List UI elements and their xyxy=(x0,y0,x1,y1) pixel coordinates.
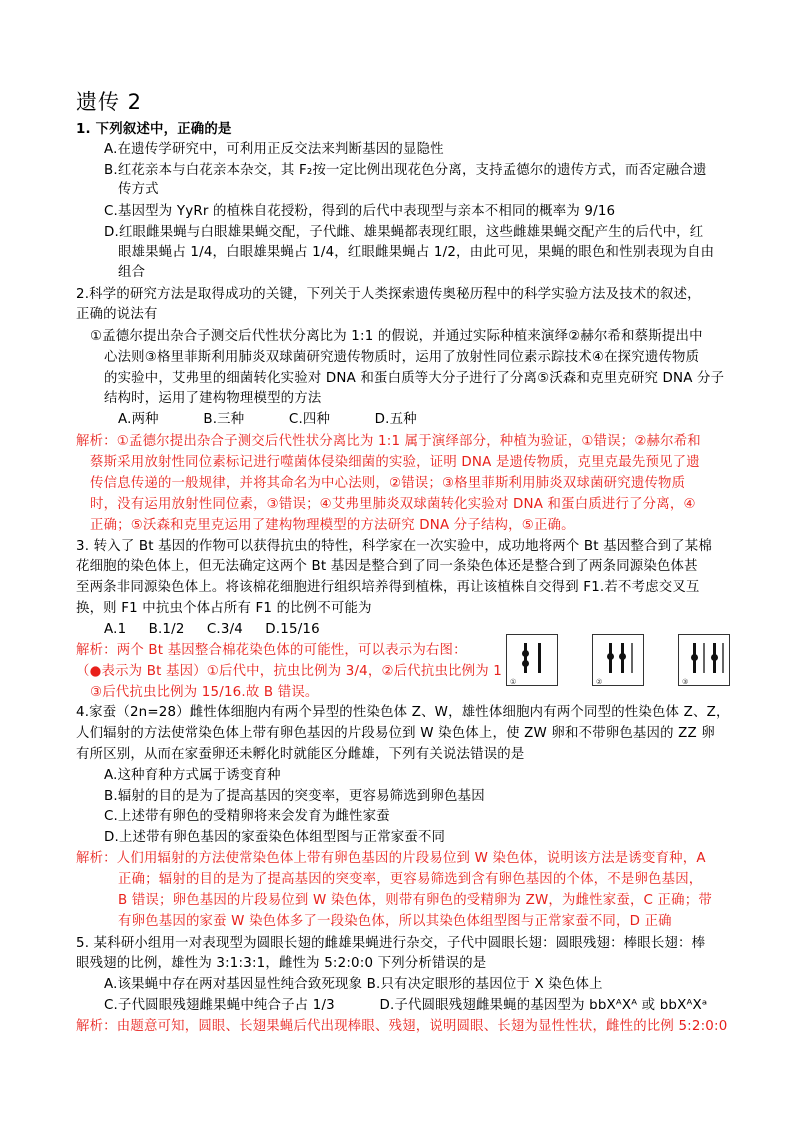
question-1-stem: 1. 下列叙述中，正确的是 xyxy=(76,122,232,137)
question-5-stem-cont: 眼残翅的比例，雄性为 3:1:3:1，雌性为 5:2:0:0 下列分析错误的是 xyxy=(76,956,487,971)
question-4-stem-cont1: 人们辐射的方法使常染色体上带有卵色基因的片段易位到 W 染色体上，使 ZW 卵和不带卵色基因的 ZZ 卵 xyxy=(76,726,715,741)
question-3-stem: 3. 转入了 Bt 基因的作物可以获得抗虫的特性，科学家在一次实验中，成功地将两个 Bt 基因整合到了某棉 xyxy=(76,539,712,554)
question-3-analysis-cont1: （●表示为 Bt 基因）①后代中，抗虫比例为 3/4，②后代抗虫比例为 1 xyxy=(76,664,502,679)
chromosome-bar xyxy=(631,643,633,673)
bt-gene-dot xyxy=(607,653,614,660)
chromosome-bar xyxy=(722,643,724,673)
chromosome-bar xyxy=(524,643,527,673)
question-1-option-d: D.红眼雌果蝇与白眼雄果蝇交配，子代雌、雄果蝇都表现红眼，这些雌雄果蝇交配产生的后代中，红 xyxy=(104,225,704,240)
chromosome-bar xyxy=(703,643,705,673)
question-1-option-b: B.红花亲本与白花亲本杂交，其 F₂按一定比例出现花色分离，支持孟德尔的遗传方式，而否定融合遗 xyxy=(104,163,707,178)
question-2-analysis-cont3: 时，没有运用放射性同位素，③错误；④艾弗里肺炎双球菌转化实验对 DNA 和蛋白质进行了分离，④ xyxy=(90,497,696,512)
chromosome-bar xyxy=(538,643,541,673)
figure-label-3: ③ xyxy=(682,678,689,686)
chromosome-figure-2 xyxy=(592,634,644,686)
question-4-analysis: 解析：人们用辐射的方法使常染色体上带有卵色基因的片段易位到 W 染色体，说明该方法是诱变育种，A xyxy=(76,851,706,866)
question-3-options: A.1 B.1/2 C.3/4 D.15/16 xyxy=(104,622,320,637)
chromosome-figure-1 xyxy=(506,634,558,686)
question-4-stem-cont2: 有所区别，从而在家蚕卵还未孵化时就能区分雌雄，下列有关说法错误的是 xyxy=(76,747,525,762)
question-4-option-b: B.辐射的目的是为了提高基因的突变率，更容易筛选到卵色基因 xyxy=(104,789,485,804)
question-4-option-a: A.这种育种方式属于诱变育种 xyxy=(104,768,281,783)
question-1-option-b-cont: 传方式 xyxy=(118,182,159,197)
question-2-statements-cont3: 结构时，运用了建构物理模型的方法 xyxy=(104,391,322,406)
question-1-option-a: A.在遗传学研究中，可利用正反交法来判断基因的显隐性 xyxy=(104,142,444,157)
question-1-option-d-cont2: 组合 xyxy=(118,265,146,280)
bt-gene-dot xyxy=(691,654,698,661)
question-4-option-d: D.上述带有卵色基因的家蚕染色体组型图与正常家蚕不同 xyxy=(104,830,446,845)
question-2-analysis: 解析：①孟德尔提出杂合子测交后代性状分离比为 1:1 属于演绎部分，种植为验证，①错误；②赫尔希和 xyxy=(76,434,701,449)
question-2-statements: ①孟德尔提出杂合子测交后代性状分离比为 1:1 的假说，并通过实际种植来演绎②赫尔希和蔡斯提出中 xyxy=(90,329,703,344)
question-5-options-ab: A.该果蝇中存在两对基因显性纯合致死现象 B.只有决定眼形的基因位于 X 染色体上 xyxy=(104,977,603,992)
page-title: 遗传 2 xyxy=(76,90,143,114)
figure-label-1: ① xyxy=(510,678,517,686)
question-4-stem: 4.家蚕（2n=28）雌性体细胞内有两个异型的性染色体 Z、W，雄性体细胞内有两个同型的性染色体 Z、Z， xyxy=(76,705,730,720)
question-4-analysis-cont3: 有卵色基因的家蚕 W 染色体多了一段染色体，所以其染色体组型图与正常家蚕不同，D 正确 xyxy=(118,914,672,929)
question-2-analysis-cont4: 正确；⑤沃森和克里克运用了建构物理模型的方法研究 DNA 分子结构，⑤正确。 xyxy=(90,518,575,533)
bt-gene-dot xyxy=(522,650,529,657)
question-4-analysis-cont1: 正确；辐射的目的是为了提高基因的突变率，更容易筛选到含有卵色基因的个体，不是卵色基因， xyxy=(118,872,703,887)
chromosome-figures xyxy=(506,634,731,688)
question-1-option-d-cont: 眼雄果蝇占 1/4，白眼雄果蝇占 1/4，红眼雌果蝇占 1/2，由此可见，果蝇的眼色和性别表现为自由 xyxy=(118,245,715,260)
question-4-analysis-cont2: B 错误；卵色基因的片段易位到 W 染色体，则带有卵色的受精卵为 ZW，为雌性家蚕，C 正确；带 xyxy=(118,893,712,908)
figure-label-2: ② xyxy=(596,678,603,686)
bt-gene-dot xyxy=(522,660,529,667)
bt-gene-dot xyxy=(711,654,718,661)
question-2-stem: 2.科学的研究方法是取得成功的关键，下列关于人类探索遗传奥秘历程中的科学实验方法及技术的叙述， xyxy=(76,287,701,302)
question-2-statements-cont2: 的实验中，艾弗里的细菌转化实验对 DNA 和蛋白质等大分子进行了分离⑤沃森和克里克研究 DNA 分子 xyxy=(104,371,725,386)
question-2-statements-cont1: 心法则③格里菲斯利用肺炎双球菌研究遗传物质时，运用了放射性同位素示踪技术④在探究遗传物质 xyxy=(104,350,700,365)
bt-gene-dot xyxy=(619,653,626,660)
question-3-stem-cont1: 花细胞的染色体上，但无法确定这两个 Bt 基因是整合到了同一条染色体还是整合到了两条同源染色体甚 xyxy=(76,559,698,574)
question-5-options-cd: C.子代圆眼残翅雌果蝇中纯合子占 1/3 D.子代圆眼残翅雌果蝇的基因型为 bbXᴬXᴬ 或 bbXᴬXᵃ xyxy=(104,998,708,1013)
chromosome-figure-3 xyxy=(678,634,730,686)
question-3-stem-cont2: 至两条非同源染色体上。将该棉花细胞进行组织培养得到植株，再让该植株自交得到 F1.若不考虑交叉互 xyxy=(76,580,700,595)
question-3-analysis: 解析：两个 Bt 基因整合棉花染色体的可能性，可以表示为右图： xyxy=(76,643,467,658)
question-3-stem-cont3: 换，则 F1 中抗虫个体占所有 F1 的比例不可能为 xyxy=(76,601,372,616)
question-3-analysis-cont2: ③后代抗虫比例为 15/16.故 B 错误。 xyxy=(90,685,319,700)
question-5-analysis: 解析：由题意可知，圆眼、长翅果蝇后代出现棒眼、残翅，说明圆眼、长翅为显性性状，雌性的比例 5:2:0:0 xyxy=(76,1019,728,1034)
question-2-analysis-cont1: 蔡斯采用放射性同位素标记进行噬菌体侵染细菌的实验，证明 DNA 是遗传物质，克里克最先预见了遗 xyxy=(90,455,700,470)
question-2-stem-cont: 正确的说法有 xyxy=(76,307,158,322)
question-4-option-c: C.上述带有卵色的受精卵将来会发育为雌性家蚕 xyxy=(104,809,390,824)
question-1-option-c: C.基因型为 YyRr 的植株自花授粉，得到的后代中表现型与亲本不相同的概率为 9/16 xyxy=(104,204,616,219)
question-2-analysis-cont2: 传信息传递的一般规律，并将其命名为中心法则，②错误；③格里菲斯利用肺炎双球菌研究遗传物质 xyxy=(90,476,686,491)
question-5-stem: 5. 某科研小组用一对表现型为圆眼长翅的雌雄果蝇进行杂交，子代中圆眼长翅：圆眼残翅：棒眼长翅：棒 xyxy=(76,936,706,951)
question-2-options: A.两种 B.三种 C.四种 D.五种 xyxy=(118,412,417,427)
